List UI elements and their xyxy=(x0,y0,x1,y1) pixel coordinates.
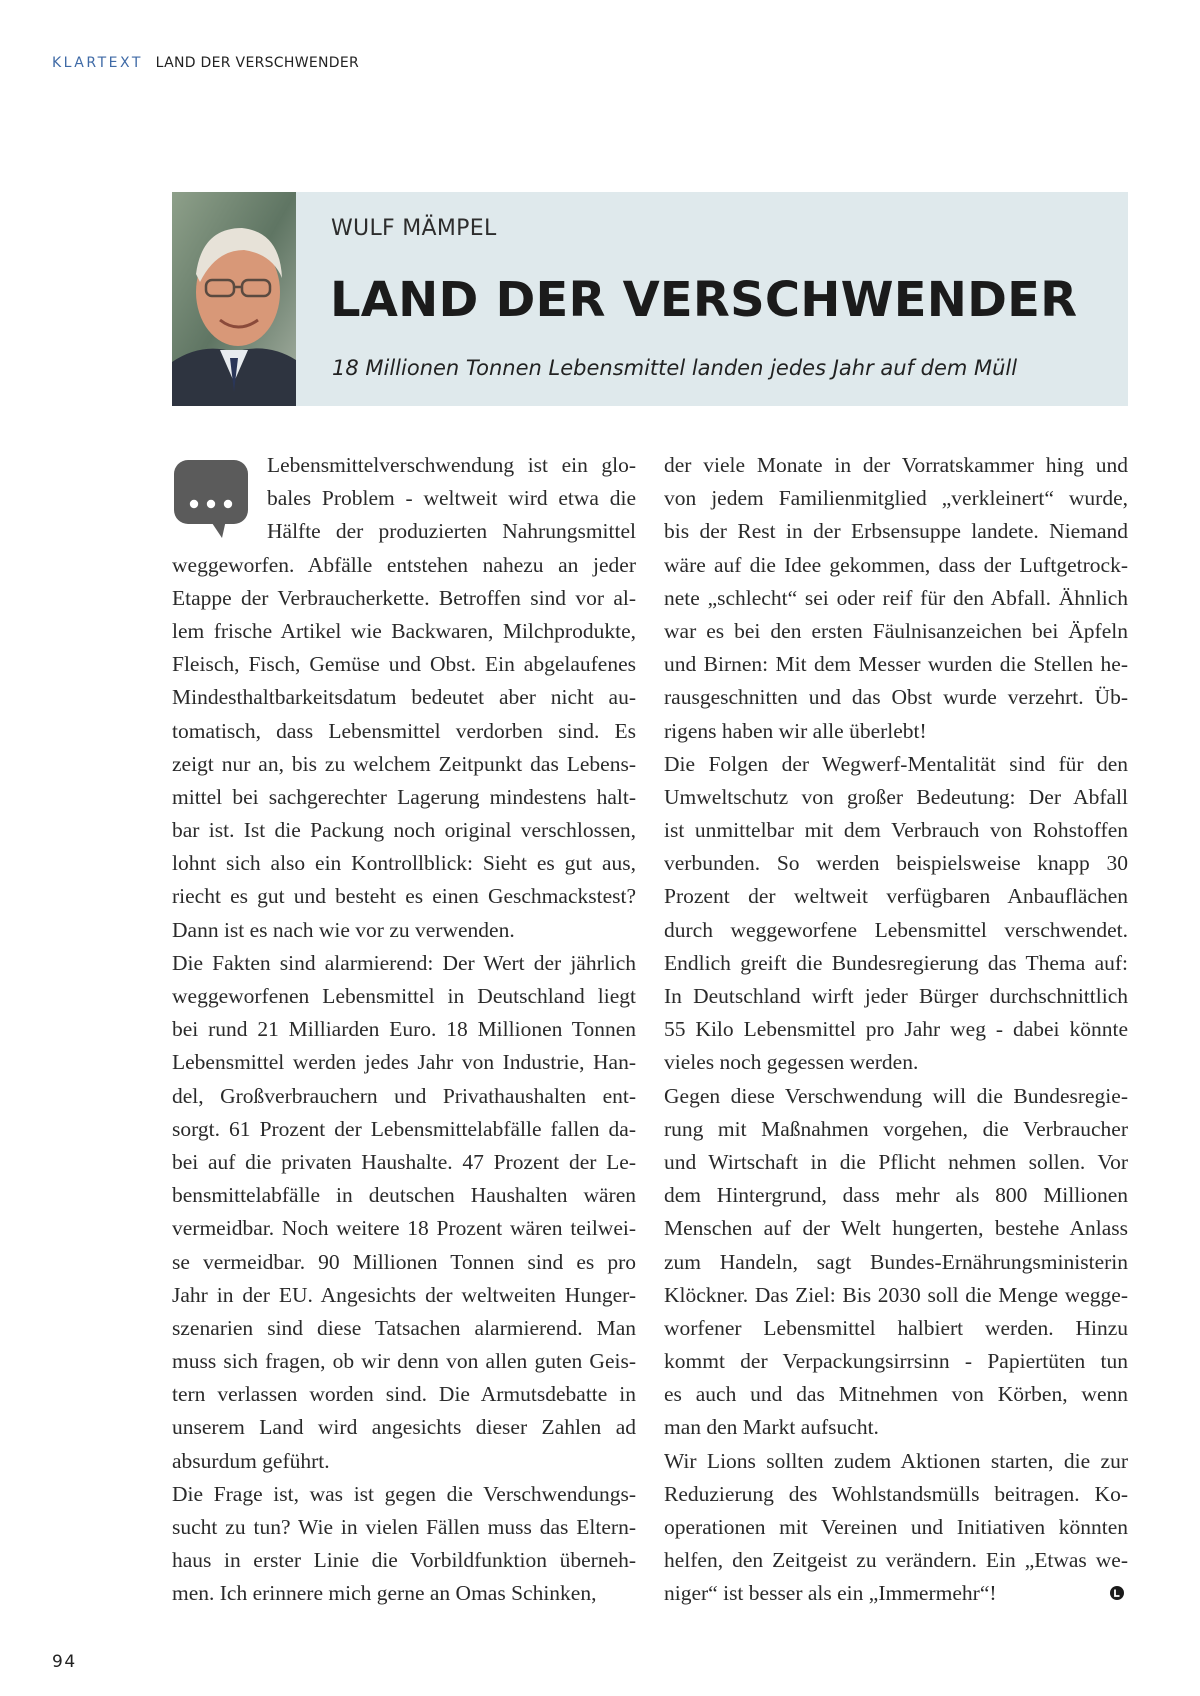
text-line: verbunden. So werden beispielsweise knapp 30 xyxy=(664,851,1128,876)
text-line: und Wirtschaft in die Pflicht nehmen sollen. Vor xyxy=(664,1149,1128,1174)
text-line: bar ist. Ist die Packung noch original verschlossen, xyxy=(172,818,636,843)
text-line: se vermeidbar. 90 Millionen Tonnen sind es pro xyxy=(172,1249,636,1274)
text-line: durch weggeworfene Lebensmittel verschwendet. xyxy=(664,917,1128,942)
text-line: Klöckner. Das Ziel: Bis 2030 soll die Menge wegge- xyxy=(664,1282,1128,1307)
text-line: absurdum geführt. xyxy=(172,1448,330,1473)
text-line: weggeworfen. Abfälle entstehen nahezu an jeder xyxy=(172,552,636,577)
text-line: Lebensmittel werden jedes Jahr von Industrie, Han- xyxy=(172,1050,636,1075)
headline: LAND DER VERSCHWENDER xyxy=(330,272,1078,328)
text-line: ist unmittelbar mit dem Verbrauch von Rohstoffen xyxy=(664,818,1128,843)
text-line: bei rund 21 Milliarden Euro. 18 Millionen Tonnen xyxy=(172,1017,636,1042)
text-line: men. Ich erinnere mich gerne an Omas Schinken, xyxy=(172,1581,597,1606)
running-head xyxy=(52,55,359,71)
author-name: WULF MÄMPEL xyxy=(331,216,497,241)
text-line: bales Problem - weltweit wird etwa die xyxy=(267,486,636,511)
text-line: sorgt. 61 Prozent der Lebensmittelabfälle fallen da- xyxy=(172,1116,636,1141)
text-line: mittel bei sachgerechter Lagerung mindestens halt- xyxy=(172,784,636,809)
title-panel xyxy=(296,192,1128,406)
lions-end-mark-icon xyxy=(1110,1586,1124,1600)
text-line: bensmittelabfälle in deutschen Haushalten wären xyxy=(172,1183,636,1208)
text-line: In Deutschland wirft jeder Bürger durchschnittlich xyxy=(664,984,1128,1008)
page-number: 94 xyxy=(52,1652,77,1672)
text-line: Dann ist es nach wie vor zu verwenden. xyxy=(172,917,515,942)
text-line: szenarien sind diese Tatsachen alarmierend. Man xyxy=(172,1315,636,1340)
text-line: zeigt nur an, bis zu welchem Zeitpunkt das Lebens- xyxy=(172,751,636,776)
text-line: lohnt sich also ein Kontrollblick: Sieht es gut aus, xyxy=(172,851,636,876)
text-line: vieles noch gegessen werden. xyxy=(664,1050,919,1075)
text-line: niger“ ist besser als ein „Immermehr“! xyxy=(664,1581,997,1606)
text-line: und Birnen: Mit dem Messer wurden die Stellen he- xyxy=(664,652,1128,677)
article-column-left xyxy=(172,449,636,1611)
text-line: Reduzierung des Wohlstandsmülls beitragen. Ko- xyxy=(664,1481,1128,1506)
text-line: worfener Lebensmittel halbiert werden. Hinzu xyxy=(664,1315,1128,1340)
text-line: man den Markt aufsucht. xyxy=(664,1415,879,1440)
text-line: Lebensmittelverschwendung ist ein glo- xyxy=(267,453,636,477)
text-line: es auch und das Mitnehmen von Körben, wenn xyxy=(664,1382,1128,1407)
text-line: rigens haben wir alle überlebt! xyxy=(664,718,927,743)
text-line: Umweltschutz von großer Bedeutung: Der Abfall xyxy=(664,784,1128,809)
text-line: riecht es gut und besteht es einen Geschmackstest? xyxy=(172,884,636,909)
text-line: wäre auf die Idee gekommen, dass der Luftgetrock- xyxy=(664,552,1128,577)
text-line: haus in erster Linie die Vorbildfunktion überneh- xyxy=(172,1548,636,1573)
running-head-section: KLARTEXT xyxy=(52,55,143,71)
text-line: dem Hintergrund, dass mehr als 800 Millionen xyxy=(664,1183,1128,1208)
text-line: war es bei den ersten Fäulnisanzeichen bei Äpfeln xyxy=(664,618,1128,643)
text-line: Die Folgen der Wegwerf-Mentalität sind für den xyxy=(664,751,1128,776)
author-portrait-image xyxy=(172,192,296,406)
text-line: weggeworfenen Lebensmittel in Deutschland liegt xyxy=(172,984,636,1008)
text-line: nete „schlecht“ sei oder reif für den Abfall. Ähnlich xyxy=(664,585,1128,610)
text-line: muss sich fragen, ob wir denn von allen guten Geis- xyxy=(172,1349,636,1374)
text-line: sucht zu tun? Wie in vielen Fällen muss das Eltern- xyxy=(172,1515,636,1539)
text-line: 55 Kilo Lebensmittel pro Jahr weg - dabei könnte xyxy=(664,1017,1128,1042)
text-line: unserem Land wird angesichts dieser Zahlen ad xyxy=(172,1415,636,1440)
author-photo xyxy=(172,192,296,406)
text-line: rung mit Maßnahmen vorgehen, die Verbraucher xyxy=(664,1116,1128,1141)
text-line: lem frische Artikel wie Backwaren, Milchprodukte, xyxy=(172,618,636,643)
text-line: Hälfte der produzierten Nahrungsmittel xyxy=(267,519,636,544)
text-line: Endlich greift die Bundesregierung das Thema auf: xyxy=(664,950,1128,975)
text-line: Fleisch, Fisch, Gemüse und Obst. Ein abgelaufenes xyxy=(172,652,636,677)
text-line: rausgeschnitten und das Obst wurde verzehrt. Üb- xyxy=(664,685,1128,710)
text-line: Gegen diese Verschwendung will die Bundesregie- xyxy=(664,1083,1128,1108)
text-line: operationen mit Vereinen und Initiativen könnten xyxy=(664,1515,1128,1539)
text-line: Menschen auf der Welt hungerten, bestehe Anlass xyxy=(664,1216,1128,1241)
article-header xyxy=(172,192,1128,406)
running-head-title: LAND DER VERSCHWENDER xyxy=(155,55,360,71)
text-line: Jahr in der EU. Angesichts der weltweiten Hunger- xyxy=(172,1282,636,1307)
text-line: vermeidbar. Noch weitere 18 Prozent wären teilwei- xyxy=(172,1216,636,1241)
text-line: Etappe der Verbraucherkette. Betroffen sind vor al- xyxy=(172,585,636,610)
text-line: Wir Lions sollten zudem Aktionen starten, die zur xyxy=(664,1448,1128,1473)
text-line: tern verlassen worden sind. Die Armutsdebatte in xyxy=(172,1382,636,1407)
text-line: Die Fakten sind alarmierend: Der Wert der jährlich xyxy=(172,950,636,975)
text-line: del, Großverbrauchern und Privathaushalten ent- xyxy=(172,1083,636,1108)
text-line: helfen, den Zeitgeist zu verändern. Ein „Etwas we- xyxy=(664,1548,1128,1573)
text-line: von jedem Familienmitglied „verkleinert“ wurde, xyxy=(664,486,1128,511)
article-column-right xyxy=(664,449,1128,1611)
text-line: tomatisch, dass Lebensmittel verdorben sind. Es xyxy=(172,718,636,743)
subheadline: 18 Millionen Tonnen Lebensmittel landen jedes Jahr auf dem Müll xyxy=(332,356,1018,380)
text-line: kommt der Verpackungsirrsinn - Papiertüten tun xyxy=(664,1349,1128,1374)
text-line: bis der Rest in der Erbsensuppe landete. Niemand xyxy=(664,519,1128,544)
text-line: Die Frage ist, was ist gegen die Verschwendungs- xyxy=(172,1481,636,1506)
text-line: Prozent der weltweit verfügbaren Anbauflächen xyxy=(664,884,1128,909)
text-line: der viele Monate in der Vorratskammer hing und xyxy=(664,453,1128,477)
text-line: zum Handeln, sagt Bundes-Ernährungsministerin xyxy=(664,1249,1128,1274)
text-line: bei auf die privaten Haushalte. 47 Prozent der Le- xyxy=(172,1149,636,1174)
text-line: Mindesthaltbarkeitsdatum bedeutet aber nicht au- xyxy=(172,685,636,710)
